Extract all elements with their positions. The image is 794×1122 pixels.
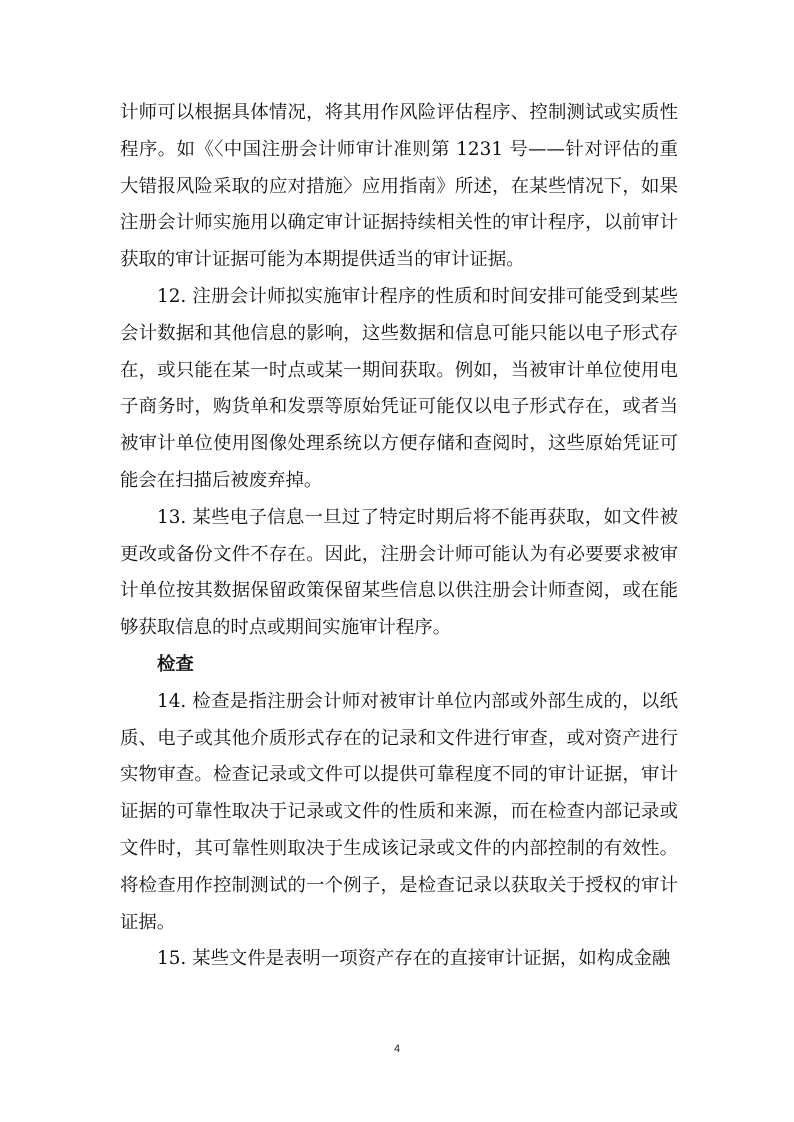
document-body (120, 95, 678, 978)
paragraph-continuation: 计师可以根据具体情况，将其用作风险评估程序、控制测试或实质性程序。如《〈中国注册会计师审计准则第 1231 号——针对评估的重大错报风险采取的应对措施〉应用指南》所述，在某些情况下，如果注册会计师实施用以确定审计证据持续相关性的审计程序，以前审计获取的审计证据可能为本期提供适当的审计证据。 (120, 102, 678, 271)
paragraph-13: 13. 某些电子信息一旦过了特定时期后将不能再获取，如文件被更改或备份文件不存在。因此，注册会计师可能认为有必要要求被审计单位按其数据保留政策保留某些信息以供注册会计师查阅，或在能够获取信息的时点或期间实施审计程序。 (120, 506, 678, 639)
page-number: 4 (393, 1043, 401, 1055)
paragraph-14: 14. 检查是指注册会计师对被审计单位内部或外部生成的，以纸质、电子或其他介质形式存在的记录和文件进行审查，或对资产进行实物审查。检查记录或文件可以提供可靠程度不同的审计证据，审计证据的可靠性取决于记录或文件的性质和来源，而在检查内部记录或文件时，其可靠性则取决于生成该记录或文件的内部控制的有效性。将检查用作控制测试的一个例子，是检查记录以获取关于授权的审计证据。 (120, 690, 678, 933)
section-heading-inspection: 检查 (157, 653, 194, 675)
paragraph-15: 15. 某些文件是表明一项资产存在的直接审计证据，如构成金融 (157, 948, 671, 970)
paragraph-12: 12. 注册会计师拟实施审计程序的性质和时间安排可能受到某些会计数据和其他信息的影响，这些数据和信息可能只能以电子形式存在，或只能在某一时点或某一期间获取。例如，当被审计单位使用电子商务时，购货单和发票等原始凭证可能仅以电子形式存在，或者当被审计单位使用图像处理系统以方便存储和查阅时，这些原始凭证可能会在扫描后被废弃掉。 (120, 285, 678, 491)
